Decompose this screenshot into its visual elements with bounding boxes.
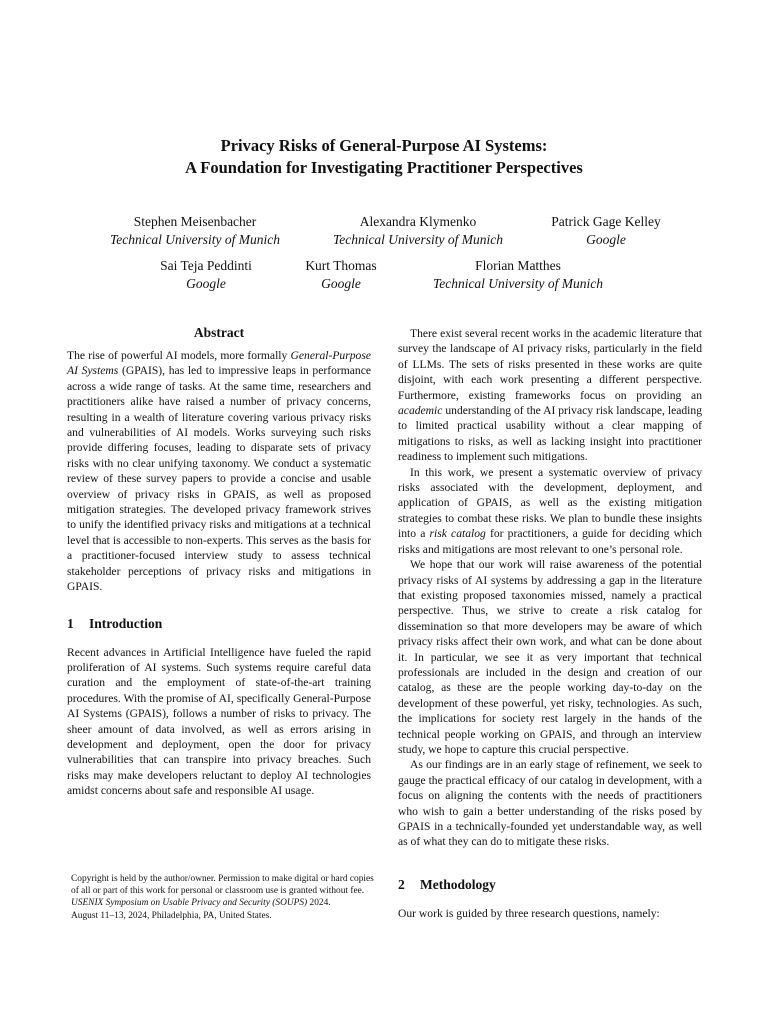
author-affiliation: Technical University of Munich xyxy=(109,232,281,247)
section-title: Introduction xyxy=(89,615,163,631)
author-block xyxy=(286,257,396,293)
section-number: 1 xyxy=(67,615,74,631)
section-number: 2 xyxy=(398,876,405,892)
author-name: Florian Matthes xyxy=(475,258,561,273)
author-name: Sai Teja Peddinti xyxy=(160,258,252,273)
author-affiliation: Google xyxy=(321,276,361,291)
title-line-2: A Foundation for Investigating Practitioner Perspectives xyxy=(185,158,583,177)
intro-paragraph: There exist several recent works in the academic literature that survey the landscape of AI privacy risks, particularly in the field of LLMs. The sets of risks presented in these works are quite disjoint, with each work presenting a different perspective. Furthermore, existing frameworks focus on providing an academic understanding of the AI privacy risk landscape, leading to limited practical usability without a clear mapping of mitigations to risks, as well as lacking insight into practitioner readiness to implement such mitigations. xyxy=(398,327,702,464)
author-name: Patrick Gage Kelley xyxy=(551,214,661,229)
paper-title xyxy=(0,135,768,179)
author-block xyxy=(418,257,618,293)
methodology-paragraph: Our work is guided by three research questions, namely: xyxy=(398,906,660,920)
author-affiliation: Google xyxy=(586,232,626,247)
abstract-paragraph: The rise of powerful AI models, more formally General-Purpose AI Systems (GPAIS), has led to impressive leaps in performance across a wide range of tasks. At the same time, researchers and practitioners alike have raised a number of privacy concerns, resulting in a wealth of literature covering various privacy risks and vulnerabilities of AI models. Works surveying such risks provide differing focuses, leading to disparate sets of privacy risks with no clear unifying taxonomy. We conduct a systematic review of these survey papers to provide a concise and usable overview of privacy risks in GPAIS, as well as proposed mitigation strategies. The developed privacy framework strives to unify the identified privacy risks and mitigations at a technical level that is accessible to non-experts. This serves as the basis for a practitioner-focused interview study to assess technical stakeholder perceptions of privacy risks and mitigations in GPAIS. xyxy=(67,349,371,594)
copyright-text: Copyright is held by the author/owner. Permission to make digital or hard copies of all or part of this work for personal or classroom use is granted without fee. xyxy=(71,874,374,897)
right-column xyxy=(398,326,702,921)
author-affiliation: Technical University of Munich xyxy=(332,232,504,247)
intro-paragraph: In this work, we present a systematic overview of privacy risks associated with the development, deployment, and application of GPAIS, as well as the existing mitigation strategies to combat these risks. We plan to bundle these insights into a risk catalog for practitioners, a guide for deciding which risks and mitigations are most relevant to one’s personal role. xyxy=(398,465,702,556)
author-block xyxy=(536,213,676,249)
intro-paragraph: We hope that our work will raise awareness of the potential privacy risks of AI systems by addressing a gap in the literature that existing proposed taxonomies missed, namely a practical perspective. Thus, we strive to create a risk catalog for dissemination so that more developers may be aware of which privacy risks affect their own work, and what can be done about it. In particular, we see it as very important that technical professionals are included in the design and creation of our catalog, as these are the people working day-to-day on the development of these powerful, yet risky, technologies. As such, the implications for society rest largely in the hands of the technical people working on GPAIS, and through an interview study, we hope to capture this crucial perspective. xyxy=(398,558,702,756)
intro-paragraph: As our findings are in an early stage of refinement, we seek to gauge the practical efficacy of our catalog in development, with a focus on aligning the contents with the needs of practitioners who wish to gain a better understanding of the risks posed by GPAIS in a technically-founded yet understandable way, as well as of what they can do to mitigate these risks. xyxy=(398,758,702,849)
author-affiliation: Technical University of Munich xyxy=(432,276,604,291)
venue-dates: August 11–13, 2024, Philadelphia, PA, United States. xyxy=(71,910,272,921)
author-name: Kurt Thomas xyxy=(305,258,377,273)
author-block xyxy=(95,213,295,249)
author-name: Stephen Meisenbacher xyxy=(133,214,257,229)
section-title: Methodology xyxy=(420,876,496,892)
abstract-heading: Abstract xyxy=(193,325,245,340)
left-column xyxy=(67,324,371,799)
author-block xyxy=(318,213,518,249)
title-line-1: Privacy Risks of General-Purpose AI Systems: xyxy=(220,136,548,155)
section-heading-methodology xyxy=(398,876,702,894)
copyright-footnote xyxy=(71,873,375,922)
author-block xyxy=(141,257,271,293)
intro-paragraph: Recent advances in Artificial Intelligence have fueled the rapid proliferation of AI systems. Such systems require careful data curation and the employment of state-of-the-art training procedures. With the promise of AI, specifically General-Purpose AI Systems (GPAIS), follows a number of risks to privacy. The sheer amount of data involved, as well as errors arising in development and deployment, open the door for privacy vulnerabilities that can transpire into privacy breaches. Such risks may make developers reluctant to deploy AI technologies amidst concerns about safe and responsible AI usage. xyxy=(67,645,371,798)
venue-line: USENIX Symposium on Usable Privacy and Security (SOUPS) 2024. xyxy=(71,898,331,909)
section-heading-introduction xyxy=(67,615,371,633)
author-name: Alexandra Klymenko xyxy=(359,214,477,229)
author-affiliation: Google xyxy=(186,276,226,291)
